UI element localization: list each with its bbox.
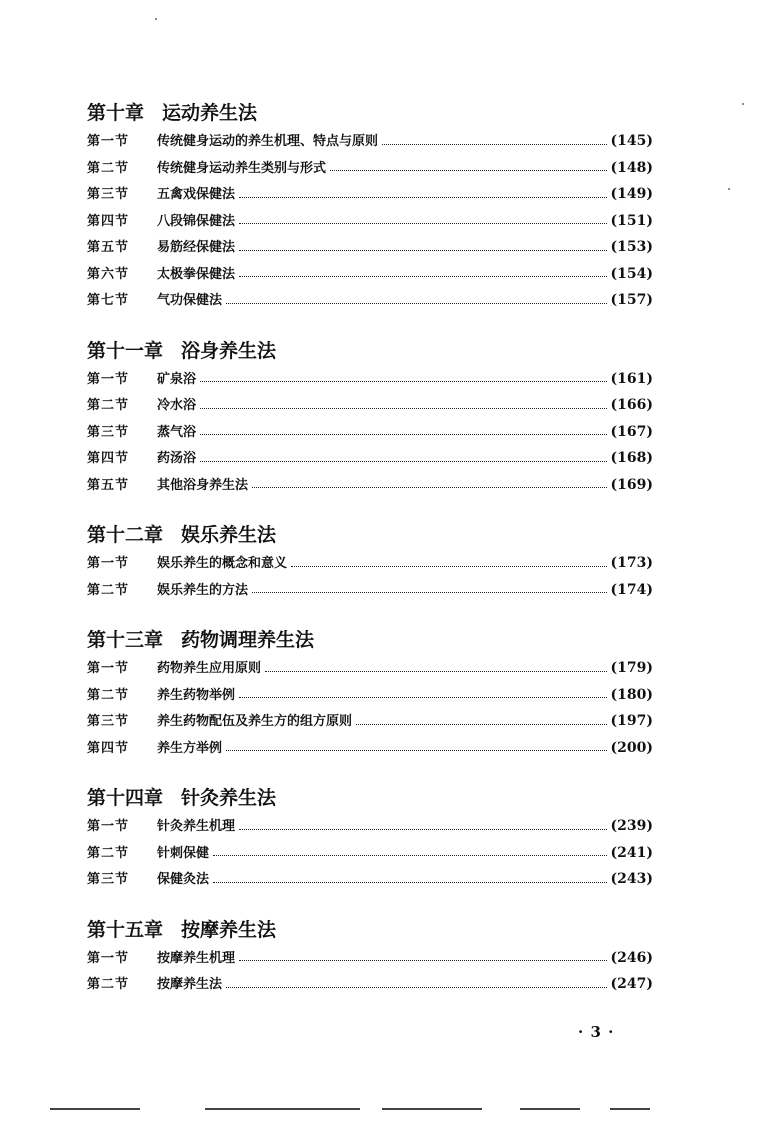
- section-number: 第三节: [87, 187, 130, 202]
- chapter-title: [87, 336, 653, 366]
- section-number: 第二节: [87, 582, 130, 598]
- section-page-ref: (173): [610, 555, 653, 571]
- section-number: 第五节: [87, 240, 130, 255]
- section-number: 第一节: [87, 950, 130, 966]
- dot-leader: [200, 381, 607, 382]
- section-page-ref: (154): [610, 265, 653, 282]
- scan-artifact-line: [382, 1108, 482, 1110]
- toc-entry: [87, 577, 653, 604]
- section-page-ref: (174): [610, 581, 653, 598]
- toc-entry: [87, 155, 653, 182]
- chapter-name: 按摩养生法: [181, 918, 277, 941]
- section-title: 传统健身运动的养生机理、特点与原则: [157, 134, 379, 149]
- section-title: 养生药物举例: [157, 687, 236, 703]
- chapter-number: 第十一章: [87, 339, 164, 362]
- section-page-ref: (148): [610, 159, 653, 176]
- dot-leader: [200, 408, 607, 409]
- table-of-contents: [87, 98, 653, 1020]
- section-title: 太极拳保健法: [157, 266, 236, 282]
- section-number: 第一节: [87, 134, 130, 149]
- chapter-block: [87, 520, 653, 603]
- section-page-ref: (243): [610, 871, 653, 887]
- section-page-ref: (180): [610, 686, 653, 703]
- chapter-name: 药物调理养生法: [181, 629, 315, 651]
- chapter-title: [87, 625, 653, 655]
- toc-entry: [87, 392, 653, 419]
- chapter-number: 第十二章: [87, 524, 164, 546]
- dot-leader: [252, 487, 607, 488]
- dot-leader: [239, 829, 607, 830]
- section-title: 易筋经保健法: [157, 240, 236, 255]
- section-page-ref: (169): [610, 476, 653, 493]
- dot-leader: [239, 250, 607, 251]
- section-number: 第一节: [87, 371, 130, 387]
- toc-entry: [87, 866, 653, 893]
- section-title: 其他浴身养生法: [157, 477, 249, 493]
- page-number: · 3 ·: [578, 1023, 615, 1041]
- section-page-ref: (145): [610, 133, 653, 149]
- dot-leader: [330, 170, 607, 171]
- toc-entry: [87, 813, 653, 840]
- scan-artifact-line: [205, 1108, 360, 1110]
- section-page-ref: (149): [610, 186, 653, 202]
- section-page-ref: (200): [610, 739, 653, 756]
- scan-speck: [155, 18, 157, 20]
- dot-leader: [265, 671, 607, 672]
- toc-entry: [87, 208, 653, 235]
- section-title: 传统健身运动养生类别与形式: [157, 160, 327, 176]
- section-number: 第二节: [87, 687, 130, 703]
- section-number: 第二节: [87, 160, 130, 176]
- chapter-block: [87, 915, 653, 998]
- toc-entry: [87, 840, 653, 867]
- section-page-ref: (153): [610, 239, 653, 255]
- toc-entry: [87, 655, 653, 682]
- toc-entry: [87, 261, 653, 288]
- section-number: 第一节: [87, 819, 130, 834]
- section-page-ref: (197): [610, 713, 653, 729]
- section-number: 第一节: [87, 661, 130, 676]
- chapter-title: [87, 98, 653, 128]
- section-title: 冷水浴: [157, 398, 197, 413]
- chapter-number: 第十章: [87, 102, 145, 124]
- toc-entry: [87, 366, 653, 393]
- toc-entry: [87, 234, 653, 261]
- chapter-title: [87, 520, 653, 550]
- section-title: 针刺保健: [157, 845, 210, 861]
- dot-leader: [226, 750, 607, 751]
- chapter-name: 针灸养生法: [181, 787, 277, 809]
- chapter-block: [87, 625, 653, 761]
- section-title: 矿泉浴: [157, 371, 197, 387]
- dot-leader: [239, 223, 607, 224]
- toc-entry: [87, 128, 653, 155]
- section-title: 保健灸法: [157, 872, 210, 887]
- section-title: 药物养生应用原则: [157, 661, 262, 676]
- section-page-ref: (247): [610, 976, 653, 992]
- section-number: 第二节: [87, 977, 130, 992]
- section-title: 按摩养生机理: [157, 950, 236, 966]
- section-number: 第六节: [87, 266, 130, 282]
- dot-leader: [213, 855, 607, 856]
- dot-leader: [239, 960, 607, 961]
- section-title: 药汤浴: [157, 451, 197, 466]
- section-title: 五禽戏保健法: [157, 187, 236, 202]
- chapter-number: 第十四章: [87, 787, 164, 809]
- dot-leader: [213, 882, 607, 883]
- dot-leader: [226, 987, 607, 988]
- dot-leader: [239, 697, 607, 698]
- chapter-name: 娱乐养生法: [181, 524, 277, 546]
- dot-leader: [291, 566, 607, 567]
- section-page-ref: (179): [610, 660, 653, 676]
- scan-artifact-line: [520, 1108, 580, 1110]
- section-title: 养生方举例: [157, 740, 223, 756]
- section-page-ref: (168): [610, 450, 653, 466]
- section-number: 第一节: [87, 556, 130, 571]
- scan-artifact-line: [610, 1108, 650, 1110]
- chapter-number: 第十三章: [87, 629, 164, 651]
- chapter-name: 浴身养生法: [181, 339, 277, 362]
- toc-entry: [87, 735, 653, 762]
- toc-entry: [87, 708, 653, 735]
- section-number: 第四节: [87, 213, 130, 229]
- section-number: 第三节: [87, 424, 130, 440]
- dot-leader: [382, 144, 607, 145]
- chapter-block: [87, 336, 653, 499]
- section-page-ref: (167): [610, 423, 653, 440]
- section-number: 第七节: [87, 293, 130, 308]
- section-number: 第二节: [87, 845, 130, 861]
- chapter-number: 第十五章: [87, 918, 164, 941]
- section-number: 第五节: [87, 477, 130, 493]
- chapter-block: [87, 98, 653, 314]
- toc-entry: [87, 287, 653, 314]
- section-title: 八段锦保健法: [157, 213, 236, 229]
- section-page-ref: (157): [610, 292, 653, 308]
- dot-leader: [226, 303, 607, 304]
- dot-leader: [239, 197, 607, 198]
- dot-leader: [200, 461, 607, 462]
- toc-entry: [87, 550, 653, 577]
- section-title: 按摩养生法: [157, 977, 223, 992]
- section-page-ref: (246): [610, 949, 653, 966]
- section-number: 第四节: [87, 740, 130, 756]
- section-title: 蒸气浴: [157, 424, 197, 440]
- toc-entry: [87, 181, 653, 208]
- toc-entry: [87, 945, 653, 972]
- chapter-block: [87, 783, 653, 893]
- section-number: 第四节: [87, 451, 130, 466]
- section-page-ref: (239): [610, 818, 653, 834]
- scan-artifact-line: [50, 1108, 140, 1110]
- dot-leader: [356, 724, 607, 725]
- toc-entry: [87, 472, 653, 499]
- section-page-ref: (241): [610, 844, 653, 861]
- section-page-ref: (166): [610, 397, 653, 413]
- section-title: 养生药物配伍及养生方的组方原则: [157, 714, 353, 729]
- section-title: 娱乐养生的概念和意义: [157, 556, 288, 571]
- section-title: 娱乐养生的方法: [157, 582, 249, 598]
- section-page-ref: (151): [610, 212, 653, 229]
- dot-leader: [239, 276, 607, 277]
- section-page-ref: (161): [610, 370, 653, 387]
- toc-entry: [87, 971, 653, 998]
- section-number: 第二节: [87, 398, 130, 413]
- toc-entry: [87, 682, 653, 709]
- dot-leader: [200, 434, 607, 435]
- scan-speck: [728, 188, 730, 190]
- chapter-name: 运动养生法: [162, 102, 258, 124]
- toc-entry: [87, 445, 653, 472]
- section-title: 气功保健法: [157, 293, 223, 308]
- chapter-title: [87, 783, 653, 813]
- chapter-title: [87, 915, 653, 945]
- section-number: 第三节: [87, 872, 130, 887]
- scan-speck: [742, 103, 744, 105]
- section-number: 第三节: [87, 714, 130, 729]
- toc-entry: [87, 419, 653, 446]
- dot-leader: [252, 592, 607, 593]
- section-title: 针灸养生机理: [157, 819, 236, 834]
